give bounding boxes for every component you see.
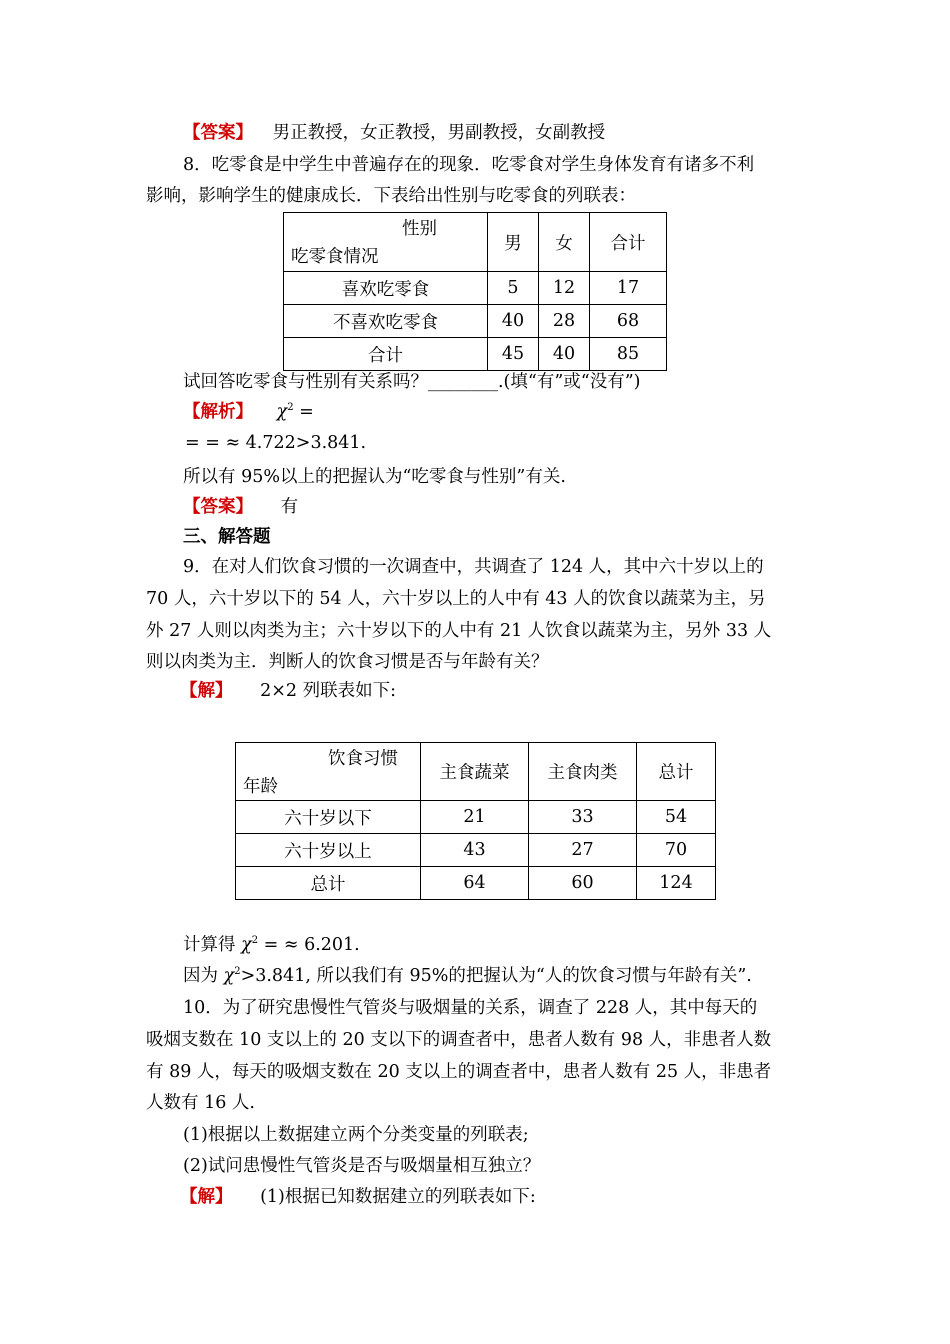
table-cell: 40 [488, 305, 539, 338]
table-cell: 33 [529, 801, 637, 834]
q9-text-line1: 9．在对人们饮食习惯的一次调查中，共调查了 124 人，其中六十岁以上的 [183, 557, 764, 577]
table-cell: 12 [539, 272, 590, 305]
q10-text-line4: 人数有 16 人. [146, 1093, 255, 1113]
table-cell: 85 [590, 338, 667, 371]
chi-symbol: χ [223, 966, 235, 986]
chi-symbol: χ [276, 402, 288, 422]
answer-label: 【答案】 [183, 497, 253, 517]
table-header: 主食肉类 [529, 743, 637, 801]
table-cell: 68 [590, 305, 667, 338]
table-header: 总计 [637, 743, 716, 801]
q8-formula-line: = = ≈ 4.722>3.841. [185, 433, 367, 453]
q9-text-line4: 则以肉类为主．判断人的饮食习惯是否与年龄有关？ [146, 652, 549, 672]
equals-sign: = [293, 402, 314, 422]
table-cell: 45 [488, 338, 539, 371]
calc-suffix: = ≈ 6.201. [258, 935, 360, 955]
table-row [236, 801, 716, 834]
table-cell: 64 [421, 867, 529, 900]
q9-text-line3: 外 27 人则以肉类为主；六十岁以下的人中有 21 人饮食以蔬菜为主，另外 33 人 [146, 621, 772, 641]
q8-text-line1: 8．吃零食是中学生中普遍存在的现象．吃零食对学生身体发育有诸多不利 [183, 155, 755, 175]
square-superscript: 2 [234, 966, 241, 977]
section-title: 三、解答题 [183, 527, 271, 547]
analysis-label: 【解析】 [183, 402, 253, 422]
solution-label: 【解】 [180, 681, 233, 701]
q10-text-line3: 有 89 人，每天的吸烟支数在 20 支以上的调查者中，患者人数有 25 人，非患者 [146, 1062, 772, 1082]
row-label: 六十岁以上 [236, 834, 421, 867]
solution-label: 【解】 [180, 1187, 233, 1207]
table-corner-cell [284, 213, 488, 272]
table-cell: 5 [488, 272, 539, 305]
row-label: 不喜欢吃零食 [284, 305, 488, 338]
table-cell: 70 [637, 834, 716, 867]
corner-bottom-label: 年龄 [243, 777, 278, 797]
solution-text: 2×2 列联表如下: [260, 681, 396, 701]
answer-text: 有 [280, 497, 299, 517]
table-header: 男 [488, 213, 539, 272]
because-suffix: >3.841, 所以我们有 95%的把握认为“人的饮食习惯与年龄有关”. [240, 966, 752, 986]
q8-text-line2: 影响，影响学生的健康成长．下表给出性别与吃零食的列联表： [146, 186, 636, 206]
q8-conclusion: 所以有 95%以上的把握认为“吃零食与性别”有关. [183, 467, 566, 487]
q10-part2: (2)试问患慢性气管炎是否与吸烟量相互独立？ [183, 1156, 541, 1176]
q9-solution [180, 680, 396, 702]
corner-top-label: 饮食习惯 [328, 749, 398, 769]
q10-text-line1: 10．为了研究患慢性气管炎与吸烟量的关系，调查了 228 人，其中每天的 [183, 998, 758, 1018]
table-row [236, 834, 716, 867]
table-header: 合计 [590, 213, 667, 272]
table-cell: 40 [539, 338, 590, 371]
table-row [284, 338, 667, 371]
row-label: 喜欢吃零食 [284, 272, 488, 305]
q9-calc-line [183, 934, 360, 956]
chi-symbol: χ [241, 935, 252, 955]
answer-label: 【答案】 [183, 123, 253, 143]
solution-text: (1)根据已知数据建立的列联表如下: [260, 1187, 536, 1207]
table-cell: 124 [637, 867, 716, 900]
q9-because-line [183, 965, 752, 987]
row-label: 合计 [284, 338, 488, 371]
answer-text: 男正教授，女正教授，男副教授，女副教授 [272, 123, 606, 143]
q10-part1: (1)根据以上数据建立两个分类变量的列联表; [183, 1125, 529, 1145]
square-superscript: 2 [251, 935, 259, 946]
table-cell: 54 [637, 801, 716, 834]
row-label: 六十岁以下 [236, 801, 421, 834]
row-label: 总计 [236, 867, 421, 900]
q10-solution [180, 1186, 536, 1208]
q8-answer [183, 496, 298, 518]
q7-answer [183, 122, 605, 144]
corner-bottom-label: 吃零食情况 [291, 247, 379, 267]
table-corner-cell [236, 743, 421, 801]
calc-prefix: 计算得 [183, 935, 242, 955]
square-superscript: 2 [287, 402, 294, 413]
q8-question: 试回答吃零食与性别有关系吗？________.(填“有”或“没有”) [183, 372, 641, 392]
table-row [284, 272, 667, 305]
table-cell: 60 [529, 867, 637, 900]
table-row [236, 867, 716, 900]
table-cell: 21 [421, 801, 529, 834]
q9-text-line2: 70 人，六十岁以下的 54 人，六十岁以上的人中有 43 人的饮食以蔬菜为主，另 [146, 589, 766, 609]
q9-contingency-table [235, 742, 716, 900]
q8-contingency-table [283, 212, 667, 371]
table-cell: 28 [539, 305, 590, 338]
q10-text-line2: 吸烟支数在 10 支以上的 20 支以下的调查者中，患者人数有 98 人，非患者人数 [146, 1030, 772, 1050]
because-prefix: 因为 [183, 966, 224, 986]
table-header: 主食蔬菜 [421, 743, 529, 801]
table-row [284, 305, 667, 338]
table-cell: 27 [529, 834, 637, 867]
q8-analysis [183, 401, 314, 423]
table-cell: 17 [590, 272, 667, 305]
corner-top-label: 性别 [402, 219, 437, 239]
table-cell: 43 [421, 834, 529, 867]
table-header: 女 [539, 213, 590, 272]
